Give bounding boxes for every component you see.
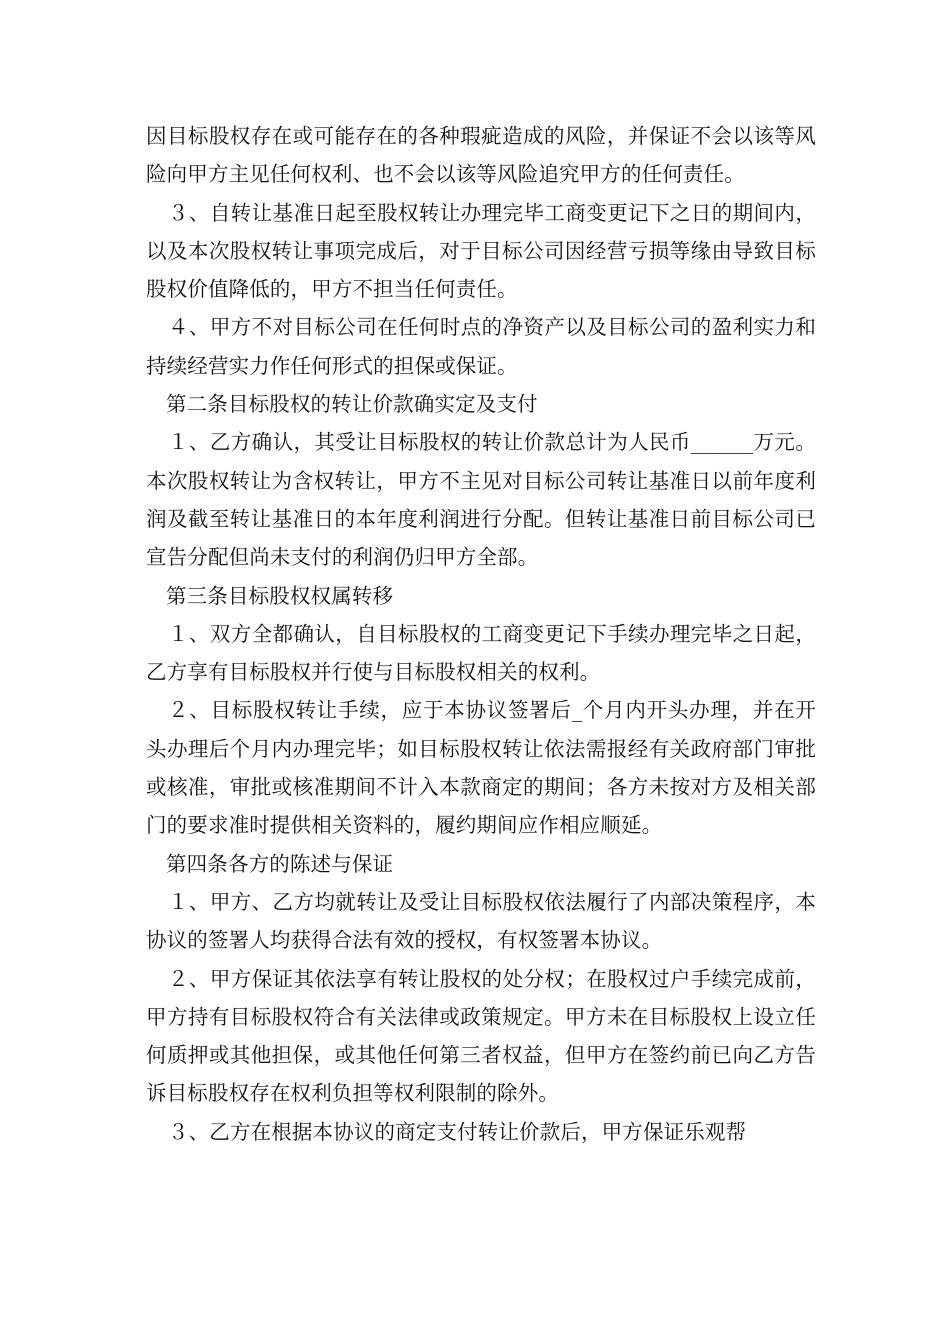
document-body bbox=[146, 117, 816, 1151]
paragraph-article-4-clause-3: ３、乙方在根据本协议的商定支付转让价款后，甲方保证乐观帮 bbox=[168, 1119, 747, 1144]
paragraph-article-4-clause-2: ２、甲方保证其依法享有转让股权的处分权；在股权过户手续完成前，甲方持有目标股权符合有关法律或政策规定。甲方未在目标股权上设立任何质押或其他担保，或其他任何第三者权益，但甲方在签约前已向乙方告诉目标股权存在权利负担等权利限制的除外。 bbox=[146, 966, 816, 1106]
paragraph-article-3-clause-1: １、双方全都确认，自目标股权的工商变更记下手续办理完毕之日起，乙方享有目标股权并行使与目标股权相关的权利。 bbox=[146, 621, 816, 685]
paragraph-continuation: 因目标股权存在或可能存在的各种瑕疵造成的风险，并保证不会以该等风险向甲方主见任何权利、也不会以该等风险追究甲方的任何责任。 bbox=[146, 124, 816, 187]
paragraph-article-3-clause-2: ２、目标股权转让手续，应于本协议签署后_个月内开头办理，并在开头办理后个月内办理完毕；如目标股权转让依法需报经有关政府部门审批或核准，审批或核准期间不计入本款商定的期间；各方未按对方及相关部门的要求准时提供相关资料的，履约期间应作相应顺延。 bbox=[146, 698, 816, 838]
paragraph-clause-4: ４、甲方不对目标公司在任何时点的净资产以及目标公司的盈利实力和持续经营实力作任何形式的担保或保证。 bbox=[146, 315, 816, 378]
paragraph-article-2-clause-1: １、乙方确认，其受让目标股权的转让价款总计为人民币______万元。本次股权转让为含权转让，甲方不主见对目标公司转让基准日以前年度利润及截至转让基准日的本年度利润进行分配。但转让基准日前目标公司已宣告分配但尚未支付的利润仍归甲方全部。 bbox=[146, 430, 816, 570]
article-3-heading: 第三条目标股权权属转移 bbox=[166, 583, 394, 608]
paragraph-article-4-clause-1: １、甲方、乙方均就转让及受让目标股权依法履行了内部决策程序，本协议的签署人均获得合法有效的授权，有权签署本协议。 bbox=[146, 889, 816, 953]
paragraph-clause-3: ３、自转让基准日起至股权转让办理完毕工商变更记下之日的期间内，以及本次股权转让事项完成后，对于目标公司因经营亏损等缘由导致目标股权价值降低的，甲方不担当任何责任。 bbox=[146, 200, 816, 302]
article-4-heading: 第四条各方的陈述与保证 bbox=[166, 851, 394, 876]
article-2-heading: 第二条目标股权的转让价款确实定及支付 bbox=[166, 392, 538, 417]
